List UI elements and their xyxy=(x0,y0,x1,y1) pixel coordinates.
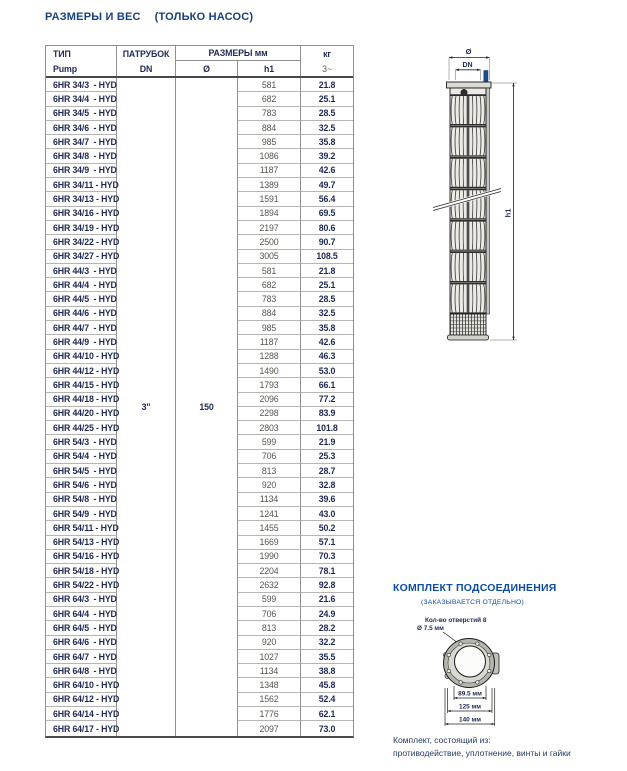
row-h1-value: 599 xyxy=(238,593,301,607)
row-h1-value: 3005 xyxy=(238,250,301,264)
row-kg-value: 57.1 xyxy=(301,536,353,550)
table-body xyxy=(46,78,353,736)
row-h1-value: 1455 xyxy=(238,521,301,535)
table-header xyxy=(46,46,353,78)
row-kg-value: 21.9 xyxy=(301,435,353,449)
kit-flange xyxy=(443,639,499,688)
row-kg-value: 62.1 xyxy=(301,707,353,721)
row-kg-value: 56.4 xyxy=(301,192,353,206)
pump-h1-dimension xyxy=(490,83,517,340)
kit-title: КОМПЛЕКТ ПОДСОЕДИНЕНИЯ xyxy=(393,582,557,594)
row-type: 6HR 64/5 - HYD xyxy=(46,621,117,635)
row-kg-value: 25.1 xyxy=(301,92,353,106)
row-h1-value: 813 xyxy=(238,464,301,478)
row-type: 6HR 54/22 - HYD xyxy=(46,578,117,592)
row-h1-value: 985 xyxy=(238,135,301,149)
row-h1-value: 682 xyxy=(238,278,301,292)
row-h1-value: 884 xyxy=(238,121,301,135)
row-type: 6HR 34/7 - HYD xyxy=(46,135,117,149)
row-type: 6HR 44/9 - HYD xyxy=(46,335,117,349)
row-h1-value: 2500 xyxy=(238,235,301,249)
row-h1-value: 1591 xyxy=(238,192,301,206)
row-type: 6HR 34/19 - HYD xyxy=(46,221,117,235)
row-h1-value: 1187 xyxy=(238,164,301,178)
row-kg-value: 108.5 xyxy=(301,250,353,264)
row-kg-value: 28.2 xyxy=(301,621,353,635)
row-h1-value: 2803 xyxy=(238,421,301,435)
pump-body xyxy=(447,82,492,340)
row-type: 6HR 34/6 - HYD xyxy=(46,121,117,135)
row-kg-value: 53.0 xyxy=(301,364,353,378)
row-kg-value: 70.3 xyxy=(301,550,353,564)
row-type: 6HR 64/4 - HYD xyxy=(46,607,117,621)
row-h1-value: 1669 xyxy=(238,536,301,550)
row-type: 6HR 54/16 - HYD xyxy=(46,550,117,564)
row-type: 6HR 64/10 - HYD xyxy=(46,678,117,692)
row-h1-value: 1348 xyxy=(238,678,301,692)
row-type: 6HR 44/20 - HYD xyxy=(46,407,117,421)
row-type: 6HR 34/11 - HYD xyxy=(46,178,117,192)
pump-dn-label: DN xyxy=(462,61,473,69)
kit-note xyxy=(393,734,571,760)
row-h1-value: 1793 xyxy=(238,378,301,392)
row-type: 6HR 44/25 - HYD xyxy=(46,421,117,435)
row-kg-value: 45.8 xyxy=(301,678,353,692)
row-type: 6HR 44/4 - HYD xyxy=(46,278,117,292)
row-type: 6HR 54/11 - HYD xyxy=(46,521,117,535)
row-h1-value: 2096 xyxy=(238,393,301,407)
header-conn-en: DN xyxy=(117,61,176,76)
row-type: 6HR 34/16 - HYD xyxy=(46,207,117,221)
row-kg-value: 35.8 xyxy=(301,321,353,335)
connection-kit-drawing xyxy=(388,612,568,732)
row-kg-value: 32.2 xyxy=(301,636,353,650)
pump-bottom-cap xyxy=(448,335,489,340)
row-kg-value: 83.9 xyxy=(301,407,353,421)
row-type: 6HR 44/10 - HYD xyxy=(46,350,117,364)
row-kg-value: 28.5 xyxy=(301,107,353,121)
kit-subtitle: (ЗАКАЗЫВАЕТСЯ ОТДЕЛЬНО) xyxy=(421,599,525,606)
header-diameter: Ø xyxy=(176,61,238,76)
kit-holes-callout xyxy=(417,616,487,643)
kit-note-line2: противодействие, уплотнение, винты и гайки xyxy=(393,748,571,758)
kit-note-line1: Комплект, состоящий из: xyxy=(393,735,491,745)
row-kg-value: 42.6 xyxy=(301,335,353,349)
row-kg-value: 28.7 xyxy=(301,464,353,478)
row-h1-value: 2204 xyxy=(238,564,301,578)
row-h1-value: 581 xyxy=(238,78,301,92)
header-kg: кг xyxy=(323,48,331,59)
row-kg-value: 32.5 xyxy=(301,121,353,135)
row-kg-value: 35.5 xyxy=(301,650,353,664)
row-kg-value: 38.8 xyxy=(301,664,353,678)
row-h1-value: 2097 xyxy=(238,721,301,735)
row-kg-value: 78.1 xyxy=(301,564,353,578)
header-conn-ru: ПАТРУБОК xyxy=(117,46,176,61)
row-type: 6HR 34/27 - HYD xyxy=(46,250,117,264)
row-h1-value: 682 xyxy=(238,92,301,106)
row-kg-value: 42.6 xyxy=(301,164,353,178)
row-h1-value: 813 xyxy=(238,621,301,635)
row-type: 6HR 34/8 - HYD xyxy=(46,149,117,163)
pump-dn-dimension xyxy=(456,62,481,80)
row-kg-value: 52.4 xyxy=(301,693,353,707)
row-h1-value: 1894 xyxy=(238,207,301,221)
header-type-en: Pump xyxy=(46,61,117,76)
pump-h1-label: h1 xyxy=(503,208,513,218)
row-type: 6HR 44/15 - HYD xyxy=(46,378,117,392)
row-type: 6HR 54/9 - HYD xyxy=(46,507,117,521)
row-type: 6HR 64/17 - HYD xyxy=(46,721,117,735)
row-h1-value: 1134 xyxy=(238,493,301,507)
row-kg-value: 69.5 xyxy=(301,207,353,221)
row-type: 6HR 64/7 - HYD xyxy=(46,650,117,664)
row-type: 6HR 44/5 - HYD xyxy=(46,292,117,306)
row-h1-value: 1086 xyxy=(238,149,301,163)
row-h1-value: 2632 xyxy=(238,578,301,592)
row-h1-value: 1241 xyxy=(238,507,301,521)
row-kg-value: 73.0 xyxy=(318,723,336,734)
row-kg-value: 80.6 xyxy=(301,221,353,235)
row-kg-value: 21.6 xyxy=(301,593,353,607)
page-title-main: РАЗМЕРЫ И ВЕС xyxy=(45,11,141,23)
row-h1-value: 1288 xyxy=(238,350,301,364)
kit-dim-outer: 140 мм xyxy=(459,716,481,724)
row-kg-value: 43.0 xyxy=(301,507,353,521)
row-h1-value: 2298 xyxy=(238,407,301,421)
row-type: 6HR 54/4 - HYD xyxy=(46,450,117,464)
row-kg-value: 46.3 xyxy=(301,350,353,364)
row-type: 6HR 54/3 - HYD xyxy=(46,435,117,449)
row-type: 6HR 64/14 - HYD xyxy=(46,707,117,721)
row-type: 6HR 34/9 - HYD xyxy=(46,164,117,178)
row-type: 6HR 44/3 - HYD xyxy=(46,264,117,278)
page-title xyxy=(45,11,253,23)
pump-technical-drawing xyxy=(420,42,530,348)
dimensions-table xyxy=(45,45,354,738)
pump-diameter-label: Ø xyxy=(465,47,472,56)
row-h1-value: 1990 xyxy=(238,550,301,564)
row-type: 6HR 54/13 - HYD xyxy=(46,536,117,550)
row-kg-value: 32.5 xyxy=(301,307,353,321)
row-h1-value: 1490 xyxy=(238,364,301,378)
row-type: 6HR 34/5 - HYD xyxy=(46,107,117,121)
header-kg-phase: 3~ xyxy=(322,63,332,74)
merged-diameter-value: 150 xyxy=(176,78,238,736)
row-kg-value: 21.8 xyxy=(301,78,353,92)
kit-dim-inner: 89.5 мм xyxy=(458,690,482,698)
row-type: 6HR 44/6 - HYD xyxy=(46,307,117,321)
row-h1-value: 581 xyxy=(238,264,301,278)
row-kg-value: 92.8 xyxy=(301,578,353,592)
row-h1-value: 599 xyxy=(238,435,301,449)
row-kg-value: 66.1 xyxy=(301,378,353,392)
row-type: 6HR 64/6 - HYD xyxy=(46,636,117,650)
row-h1-value: 1776 xyxy=(238,707,301,721)
row-kg-value: 35.8 xyxy=(301,135,353,149)
row-kg-value: 101.8 xyxy=(301,421,353,435)
header-dimensions: РАЗМЕРЫ мм xyxy=(176,46,301,61)
pump-strainer xyxy=(450,314,486,335)
row-h1-value: 706 xyxy=(238,450,301,464)
row-h1-value: 884 xyxy=(238,307,301,321)
row-type: 6HR 34/4 - HYD xyxy=(46,92,117,106)
row-kg-value: 25.3 xyxy=(301,450,353,464)
page-title-suffix: (ТОЛЬКО НАСОС) xyxy=(154,11,254,23)
kit-holes-label-2: Ø 7.5 мм xyxy=(417,625,444,632)
row-h1-value: 920 xyxy=(238,478,301,492)
row-type: 6HR 44/12 - HYD xyxy=(46,364,117,378)
row-type: 6HR 54/8 - HYD xyxy=(46,493,117,507)
row-h1-value: 2197 xyxy=(238,221,301,235)
pump-cable-guard xyxy=(484,71,488,83)
kit-dim-mid: 125 мм xyxy=(459,703,481,711)
row-h1-value: 1187 xyxy=(238,335,301,349)
header-h1: h1 xyxy=(238,61,301,76)
row-type: 6HR 34/3 - HYD xyxy=(46,78,117,92)
row-type: 6HR 34/13 - HYD xyxy=(46,192,117,206)
row-kg-value: 39.2 xyxy=(301,149,353,163)
row-h1-value: 1027 xyxy=(238,650,301,664)
row-h1-value: 783 xyxy=(238,107,301,121)
row-kg-value: 25.1 xyxy=(301,278,353,292)
row-kg-value: 28.5 xyxy=(301,292,353,306)
row-type: 6HR 44/18 - HYD xyxy=(46,393,117,407)
row-type: 6HR 64/3 - HYD xyxy=(46,593,117,607)
row-type: 6HR 44/7 - HYD xyxy=(46,321,117,335)
row-type: 6HR 64/8 - HYD xyxy=(46,664,117,678)
row-kg-value: 21.8 xyxy=(301,264,353,278)
row-h1-value: 1562 xyxy=(238,693,301,707)
kit-holes-label-1: Кол-во отверстий 8 xyxy=(425,617,487,624)
row-h1-value: 783 xyxy=(238,292,301,306)
row-kg-value: 50.2 xyxy=(301,521,353,535)
merged-dn-value: 3" xyxy=(117,78,176,736)
row-type: 6HR 64/12 - HYD xyxy=(46,693,117,707)
row-type: 6HR 54/18 - HYD xyxy=(46,564,117,578)
row-h1-value: 1134 xyxy=(238,664,301,678)
row-kg-value: 32.8 xyxy=(301,478,353,492)
row-type: 6HR 34/22 - HYD xyxy=(46,235,117,249)
row-h1-value: 985 xyxy=(238,321,301,335)
row-kg-value: 39.6 xyxy=(301,493,353,507)
row-kg-value: 77.2 xyxy=(301,393,353,407)
row-h1-value: 920 xyxy=(238,636,301,650)
row-kg-value: 90.7 xyxy=(301,235,353,249)
row-kg-value: 24.9 xyxy=(301,607,353,621)
row-h1-value: 706 xyxy=(238,607,301,621)
row-h1-value: 1389 xyxy=(238,178,301,192)
header-type-ru: ТИП xyxy=(46,46,117,61)
row-type: 6HR 54/6 - HYD xyxy=(46,478,117,492)
row-type: 6HR 54/5 - HYD xyxy=(46,464,117,478)
row-kg-value: 49.7 xyxy=(301,178,353,192)
